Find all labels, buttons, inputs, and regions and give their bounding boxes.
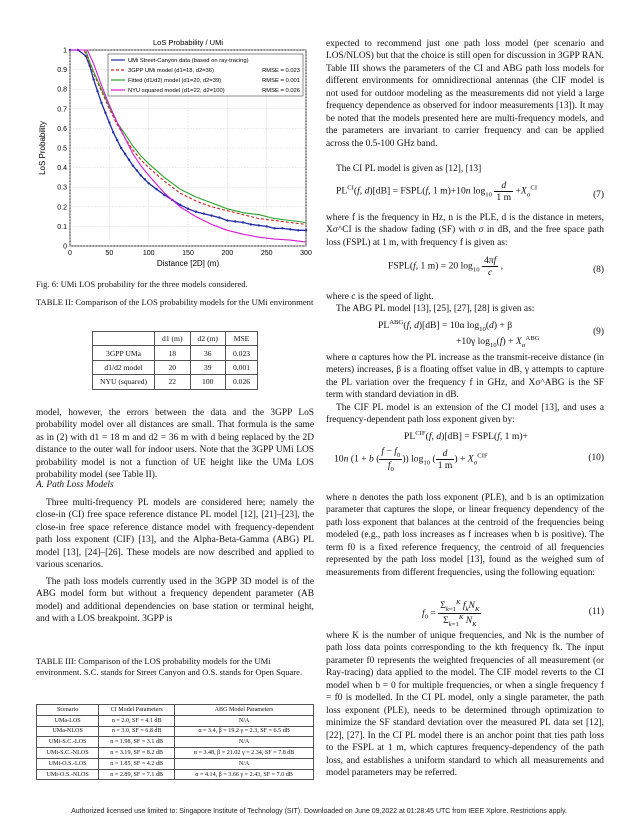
data-point [195,211,197,213]
equation-9-line-1: $PL^{ABG}(f$, d)[dB] = 10α $\log_{10}(d) + \beta$ [378,319,513,334]
equation-10-line-1: $PL^{CIF}(f$, d)[dB] = FSPL(f, 1 m)+ [404,430,528,443]
table-3 [36,704,314,780]
y-tick-label: 0 [63,243,67,251]
table-cell: 20 [155,360,190,374]
data-point [305,229,307,231]
y-axis-label: LoS Probability [38,121,47,175]
left-paragraph-3: The path loss models currently used in the 3GPP 3D model is of the ABG model form but without a frequency dependent parameter (AB model) and additional dependencies on base station or terminal height, and with a LOS breakpoint. 3GPP is [36,577,314,625]
data-point [116,139,118,141]
right-paragraph-5: The ABG PL model [13], [25], [27], [28] is given as: [336,304,535,314]
data-point [210,214,212,216]
equation-7-number: (7) [593,190,604,200]
right-paragraph-4: where c is the speed of light. [326,292,434,302]
data-point [128,159,130,161]
data-point [258,224,260,226]
table-cell: 39 [190,360,225,374]
data-point [144,178,146,180]
table-row [93,375,258,389]
right-paragraph-1: expected to recommend just one path loss model (per scenario and LOS/NLOS) but that the choice is still open for discussion in 3GPP RAN. Table III shows the parameters of the CI and ABG path loss models for different environments for omnidirectional antennas (the CIF model is not used for outdoor modeling as the measurements did not yield a large frequency dependence as observed for indoor measurements [13]). It may be noted that the models presented here are multi-frequency models, and the parameters are invariant to carrier frequency and can be applied across the 0.5-100 GHz band. [326,39,604,149]
legend-rmse: RMSE = 0.026 [262,88,300,94]
table-2-header-cell [93,332,155,346]
legend-rmse: RMSE = 0.023 [262,68,300,74]
data-point [104,112,106,114]
table-cell: NYU (squared) [93,375,155,389]
data-point [234,220,236,222]
table-cell: N/A [175,715,314,726]
table-row [37,769,314,780]
table-cell: UMi-S.C.-LOS [37,737,99,748]
data-point [132,164,134,166]
data-point [96,90,98,92]
legend-entry: UMi Street-Canyon data (based on ray-tracing) [128,58,249,64]
table-cell: 0.026 [225,375,257,389]
table-cell: n = 1.98, SF = 3.1 dB [99,737,175,748]
equation-11: $f_0$ = $\frac{\Sigma_{k=1}^K f_kN_K}{\Sigma_{k=1}^K N_K}$ [422,599,480,629]
data-point [297,229,299,231]
right-paragraph-7: The CIF PL model is an extension of the CI model [13], and uses a frequency-dependent path loss exponent given by: [326,403,604,426]
table-2-header-cell: d1 (m) [155,332,190,346]
legend-entry: Fitted (d1/d2) model (d1=20, d2=39) [128,78,222,84]
y-tick-label: 0.9 [57,67,67,75]
right-paragraph-9: where K is the number of unique frequencies, and Nk is the number of path loss data points corresponding to the kth frequency fk. The input parameter f0 represents the weighted frequencies of all measurement (or Ray-tracing) data applied to the model. The CIF model reverts to the CI model when b = 0 for multiple frequencies, or when a single frequency f = f0 is modelled. In the CI PL model, only a single parameter, the path loss exponent (PLE), needs to be determined through optimization to minimize the SF standard deviation over the measured PL data set [12], [22], [27]. In the CI PL model there is an anchor point that ties path loss to the FSPL at 1 m, which captures frequency-dependency of the path loss, and establishes a uniform standard to which all measurements and model parameters may be referred. [326,631,604,778]
table-cell: d1/d2 model [93,360,155,374]
equation-8-number: (8) [593,265,604,275]
y-tick-label: 0.7 [57,106,67,114]
y-tick-label: 0.1 [57,223,67,231]
x-tick-label: 300 [300,250,312,257]
table-cell: n = 3.0, SF = 6.8 dB [99,726,175,737]
table-2-header-cell: MSE [225,332,257,346]
data-point [136,169,138,171]
table-2-caption: TABLE II: Comparison of the LOS probability models for the UMi environment [36,297,314,307]
table-cell: 100 [190,375,225,389]
table-cell: n = 1.85, SF = 4.2 dB [99,758,175,769]
data-point [273,227,275,229]
equation-9-number: (9) [593,327,604,337]
table-3-caption: TABLE III: Comparison of the LOS probability models for the UMi environment. S.C. stands for Street Canyon and O.S. stands for Open Square. [36,656,303,677]
left-paragraph-1: model, however, the errors between the data and the 3GPP LoS probability model over all distances are small. That formula is the same as in (2) with d1 = 18 m and d2 = 36 m with d being replaced by the 2D distance to the outer wall for indoor users. Note that the 3GPP UMi LOS probability model is not a function of UE height like the UMa LOS probability model (see Table II). [36,408,314,481]
y-tick-label: 0.4 [57,165,67,173]
data-point [187,208,189,210]
x-axis-label: Distance [2D] (m) [156,259,220,268]
data-point [92,78,94,80]
legend-entry: NYU squared model (d1=22, d2=100) [128,88,225,94]
table-3-header-cell: Scenario [37,705,99,716]
x-tick-label: 250 [260,250,273,257]
table-row [37,758,314,769]
table-2 [92,331,258,390]
data-point [226,219,228,221]
data-point [203,212,205,214]
data-point [218,216,220,218]
data-point [155,188,157,190]
table-cell: N/A [175,758,314,769]
table-3-header-cell: CI Model Parameters [99,705,175,716]
table-3-header-cell: ABG Model Parameters [175,705,314,716]
y-tick-label: 0.8 [57,86,67,94]
x-tick-label: 0 [68,250,72,257]
table-cell: α = 3.4, β = 19.2 γ = 2.3, SF = 6.5 dB [175,726,314,737]
data-point [250,223,252,225]
x-tick-label: 200 [221,250,234,257]
x-tick-label: 150 [182,250,194,257]
table-3-header-row [37,705,314,716]
y-tick-label: 0.2 [57,204,67,212]
table-cell: α = 3.48, β = 21.02 γ = 2.34, SF = 7.8 dB [175,748,314,759]
legend-rmse: RMSE = 0.001 [262,78,300,84]
x-tick-label: 50 [105,250,114,257]
table-cell: 0.023 [225,346,257,360]
table-cell: 18 [155,346,190,360]
x-tick-label: 100 [142,250,155,257]
data-point [140,174,142,176]
table-cell: UMi-O.S.-NLOS [37,769,99,780]
chart-svg [36,36,314,273]
equation-8: FSPL(f, 1 m) = 20 $\log_{10}$ $\frac{4\pi f}{c}$ , [388,255,504,278]
ieee-license-footer: Authorized licensed use limited to: Singapore Institute of Technology (SIT). Downloaded on June 09,2022 at 01:28:45 UTC from IEEE Xplore. Restrictions apply. [71,808,567,815]
table-row [93,346,258,360]
table-cell: 22 [155,375,190,389]
figure-6-caption: Fig. 6: UMi LOS probability for the three models considered. [36,279,248,289]
table-cell: 0.001 [225,360,257,374]
table-cell: N/A [175,737,314,748]
table-row [93,360,258,374]
right-paragraph-2: The CI PL model is given as [12], [13] [336,164,482,174]
data-point [112,131,114,133]
y-tick-label: 0.5 [57,145,67,153]
y-tick-label: 0.3 [57,184,67,192]
table-row [37,715,314,726]
legend-entry: 3GPP UMi model (d1=18, d2=36) [128,68,214,74]
table-cell: n = 2.0, SF = 4.1 dB [99,715,175,726]
table-cell: 3GPP UMa [93,346,155,360]
right-paragraph-8: where n denotes the path loss exponent (PLE), and b is an optimization parameter that captures the slope, or linear frequency dependency of the path loss exponent that balances at the centroid of the frequencies being modeled (e.g., path loss increases as f increases when b is positive). The term f0 is a fixed reference frequency, the centroid of all frequencies represented by the path loss model [13], found as the weighed sum of measurements from different frequencies, using the following equation: [326,493,604,578]
right-paragraph-6: where α captures how the PL increase as the transmit-receive distance (in meters) increases, β is a floating offset value in dB, γ attempts to capture the PL variation over the frequency f in GHz, and Xσ^ABG is the SF term with standard deviation in dB. [326,353,604,401]
equation-11-number: (11) [588,607,604,617]
y-tick-label: 1 [63,47,67,55]
table-2-header-row [93,332,258,346]
data-point [108,121,110,123]
y-tick-label: 0.6 [57,125,67,133]
data-point [289,228,291,230]
table-cell: n = 2.89, SF = 7.1 dB [99,769,175,780]
los-probability-chart [36,36,314,273]
table-row [37,726,314,737]
table-cell: n = 3.19, SF = 8.2 dB [99,748,175,759]
equation-10-line-2: 10n (1 + b ( $\frac{f - f_0}{f_0}$ )) $\log_{10}$ ( $\frac{d}{1 m}$ ) + $X_\sigma^{CIF}$ [334,446,488,473]
right-paragraph-3: where f is the frequency in Hz, n is the PLE, d is the distance in meters, Xσ^CI is the shadow fading (SF) with σ in dB, and the free space path loss (FSPL) at 1 m, with frequency f is given as: [326,213,604,248]
table-cell: α = 4.14, β = 3.66 γ = 2.43, SF = 7.0 dB [175,769,314,780]
table-cell: UMa-LOS [37,715,99,726]
table-cell: UMi-S.C.-NLOS [37,748,99,759]
equation-7: $PL^{CI}(f$, d)[dB] = FSPL(f, 1 m)+10n $\log_{10}$ $\frac{d}{1 m}$ $+X_\sigma^{CI}$ [336,180,538,203]
table-cell: 36 [190,346,225,360]
data-point [147,182,149,184]
equation-10-number: (10) [588,453,604,463]
table-cell: UMa-NLOS [37,726,99,737]
section-heading-path-loss-models: A. Path Loss Models [36,480,114,490]
data-point [265,225,267,227]
data-point [281,227,283,229]
data-point [100,102,102,104]
table-2-header-cell: d2 (m) [190,332,225,346]
data-point [120,147,122,149]
equation-9-line-2: +10γ $\log_{10}(f) + X_\sigma^{ABG}$ [456,335,540,350]
chart-title: LoS Probability / UMi [152,38,224,47]
table-cell: UMi-O.S.-LOS [37,758,99,769]
table-row [37,737,314,748]
data-point [124,153,126,155]
left-paragraph-2: Three multi-frequency PL models are considered here; namely the close-in (CI) free space reference distance PL model [12], [21]–[23], the close-in free space reference distance model with frequency-dependent path loss exponent (CIF) [13], and the Alpha-Beta-Gamma (ABG) PL model [13], [24]–[26]. These models are now described and applied to various scenarios. [36,498,314,571]
data-point [242,221,244,223]
table-row [37,748,314,759]
